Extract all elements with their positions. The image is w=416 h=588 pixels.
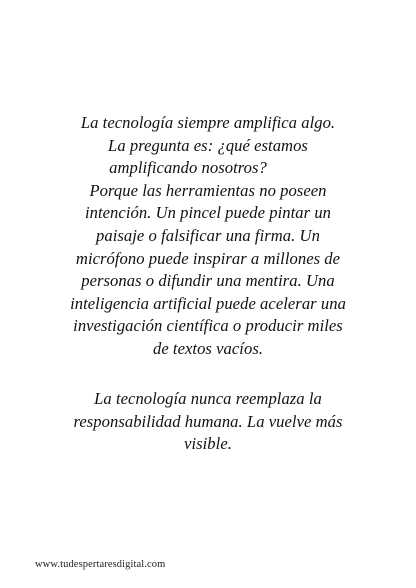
paragraph-line: paisaje o falsificar una firma. Un xyxy=(96,225,320,245)
paragraph-line: intención. Un pincel puede pintar un xyxy=(84,203,332,223)
paragraph-line: personas o difundir una mentira. Una xyxy=(81,271,335,291)
paragraph-line: visible. xyxy=(184,434,232,454)
paragraph-line: responsabilidad humana. La vuelve más xyxy=(73,411,343,431)
paragraph-line: La tecnología nunca reemplaza la xyxy=(94,389,322,408)
paragraph-line: La tecnología siempre amplifica algo. xyxy=(80,113,336,132)
paragraph-1 xyxy=(62,112,354,361)
paragraph-line: amplificando nosotros? xyxy=(109,158,267,178)
paragraph-line: Porque las herramientas no poseen xyxy=(89,180,327,200)
paragraph-line: La pregunta es: ¿qué estamos xyxy=(108,135,308,155)
paragraph-line: de textos vacíos. xyxy=(152,338,264,358)
paragraph-line: investigación científica o producir miles xyxy=(73,316,343,336)
footer-website-url: www.tudespertaresdigital.com xyxy=(35,559,166,570)
paragraph-2 xyxy=(62,388,354,456)
paragraph-line: micrófono puede inspirar a millones de xyxy=(75,248,341,268)
paragraph-line: inteligencia artificial puede acelerar una xyxy=(70,293,346,313)
